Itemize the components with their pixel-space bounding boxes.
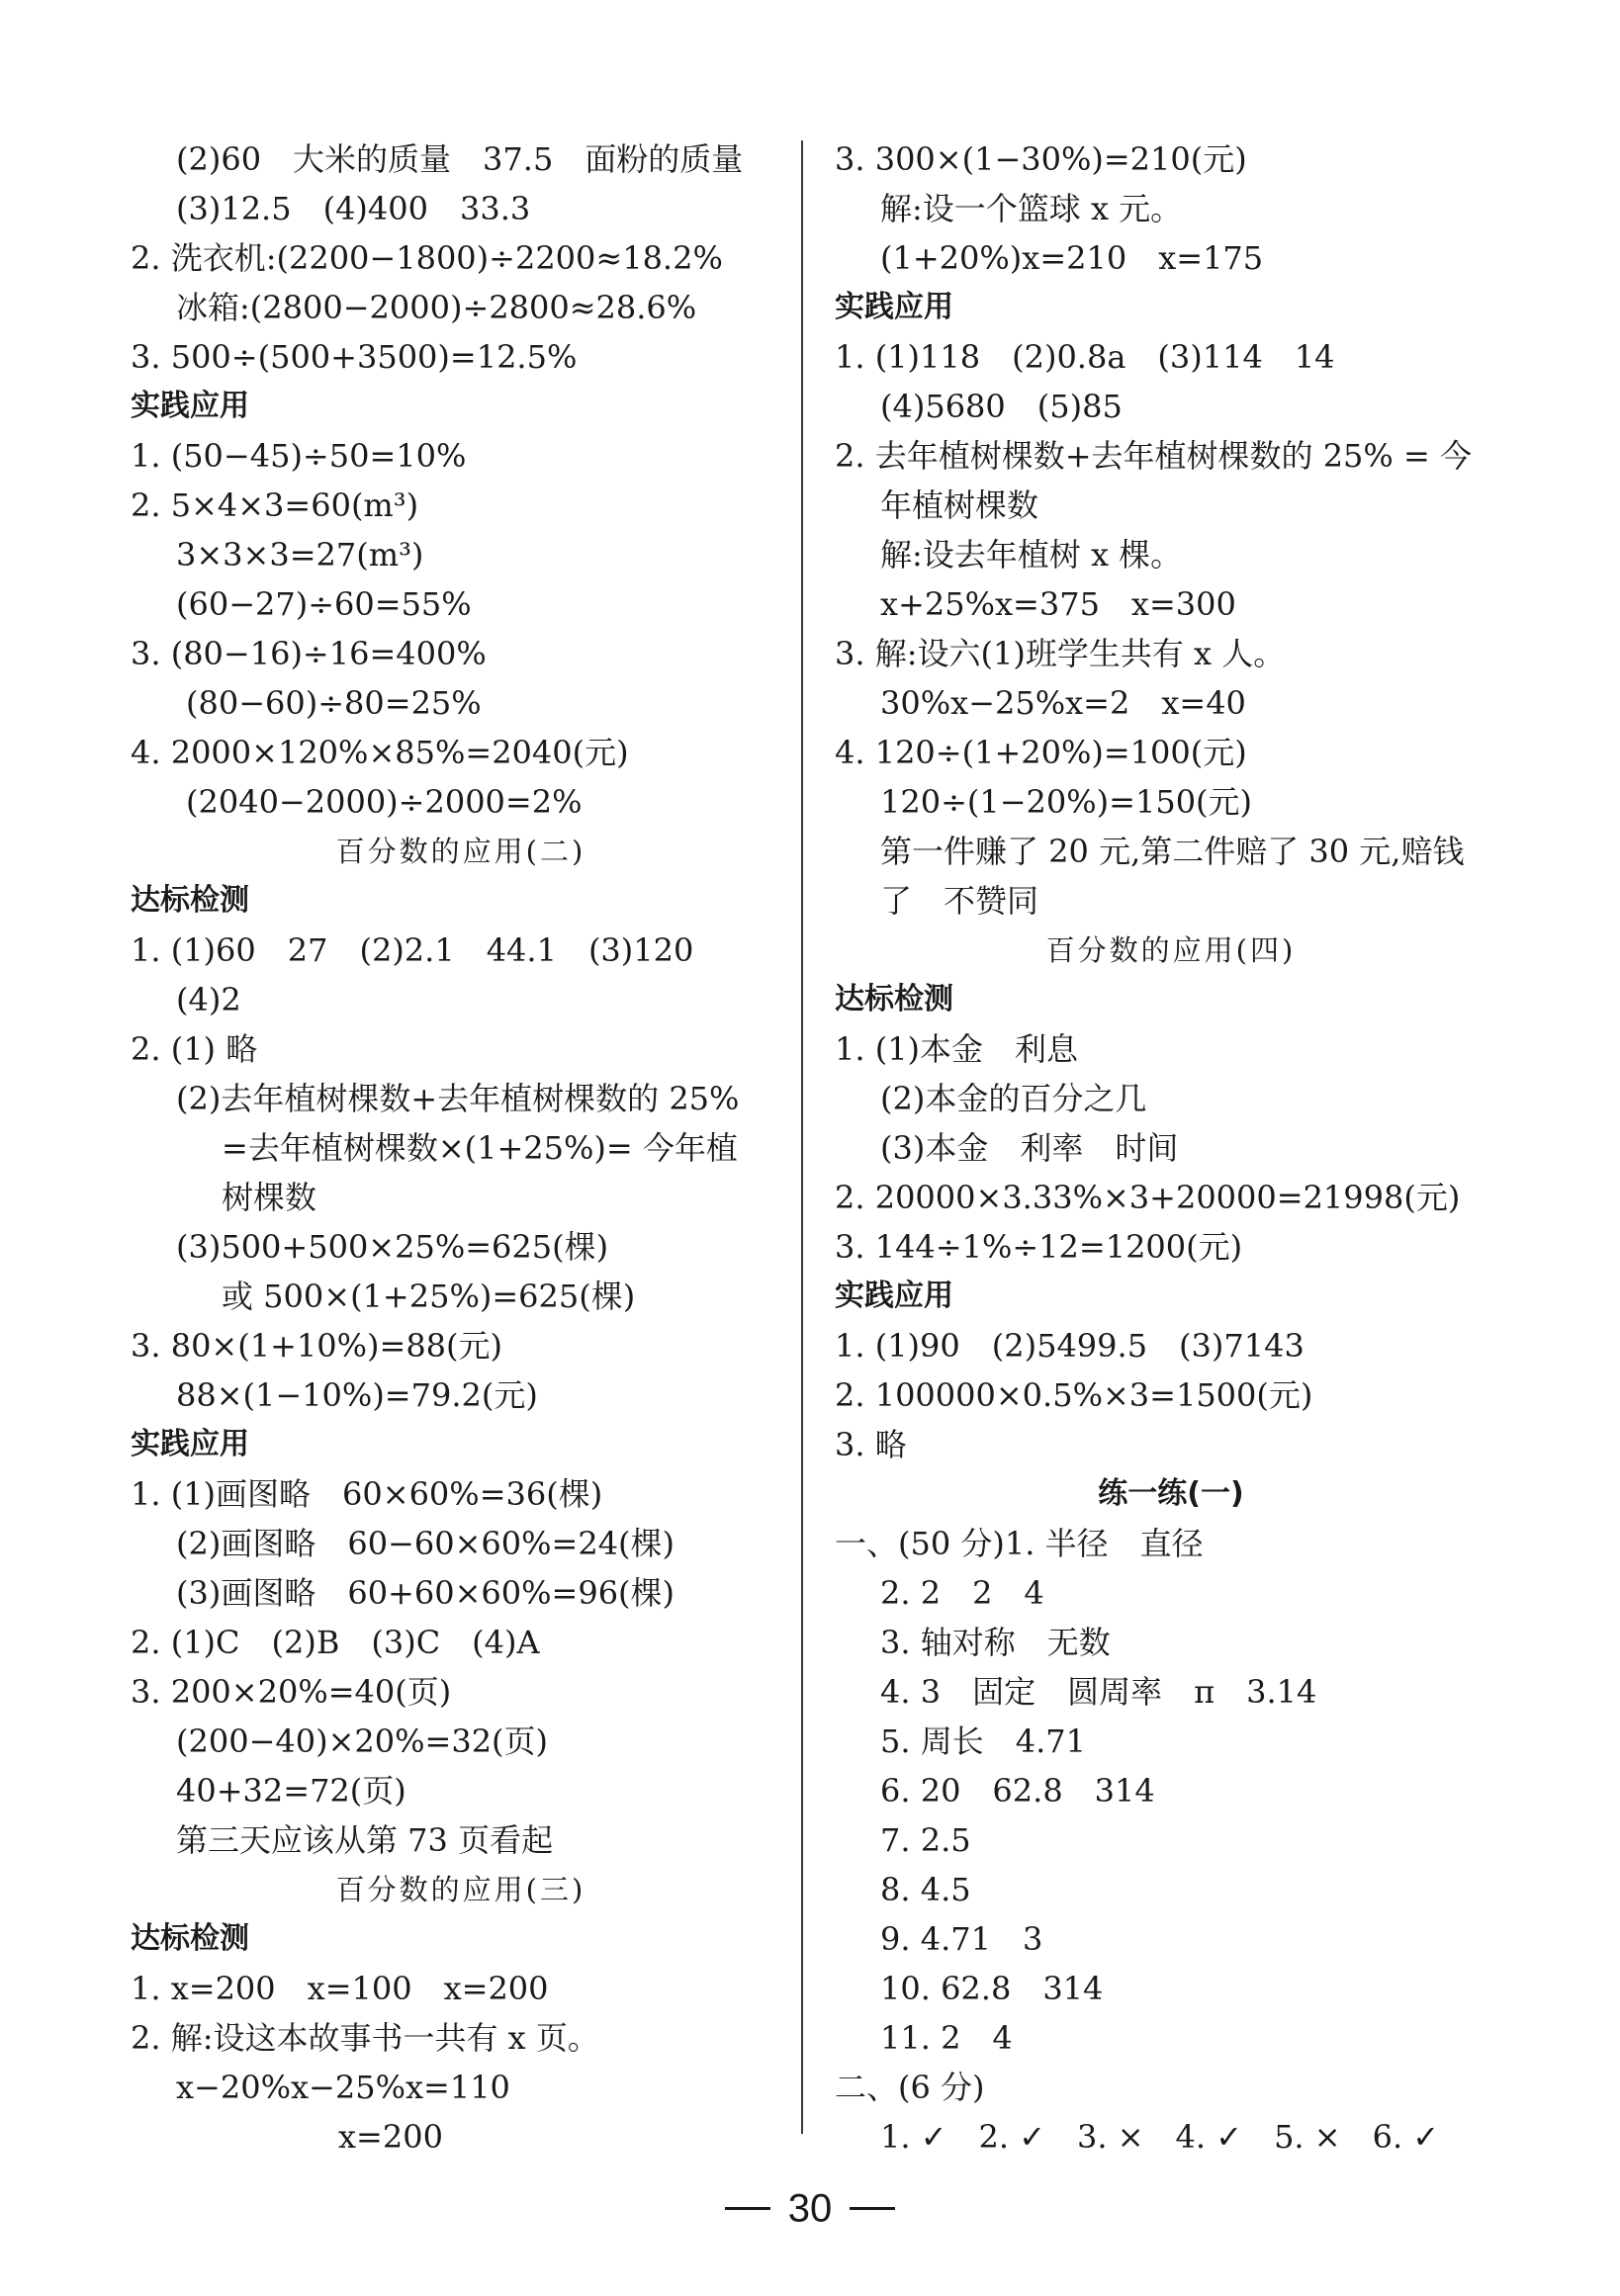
answer-line: 3. 略: [835, 1426, 907, 1463]
answer-line: 1. (1)本金 利息: [835, 1030, 1079, 1068]
answer-line: 了 不赞同: [880, 882, 1039, 920]
answer-line: (2040−2000)÷2000=2%: [186, 783, 583, 821]
answer-line: 3. (80−16)÷16=400%: [131, 635, 487, 672]
answer-line: (3)本金 利率 时间: [880, 1129, 1179, 1167]
answer-line: 1. x=200 x=100 x=200: [131, 1970, 549, 2007]
answer-line: 8. 4.5: [880, 1871, 971, 1908]
answer-line: 1. (1)画图略 60×60%=36(棵): [131, 1475, 603, 1513]
answer-line: 2. (1)C (2)B (3)C (4)A: [131, 1624, 540, 1661]
answer-line: (2)60 大米的质量 37.5 面粉的质量: [176, 140, 744, 178]
answer-line: (2)画图略 60−60×60%=24(棵): [176, 1525, 675, 1562]
answer-line: (1+20%)x=210 x=175: [880, 239, 1264, 277]
answer-line: 11. 2 4: [880, 2019, 1013, 2057]
section-title: 百分数的应用(三): [335, 1873, 586, 1906]
answer-line: 年植树棵数: [880, 486, 1039, 524]
answer-line: 1. (50−45)÷50=10%: [131, 437, 467, 475]
answer-line: x+25%x=375 x=300: [880, 585, 1236, 623]
answer-line: 88×(1−10%)=79.2(元): [176, 1376, 538, 1414]
answer-line: 3. 80×(1+10%)=88(元): [131, 1327, 503, 1365]
answer-line: 3. 300×(1−30%)=210(元): [835, 140, 1247, 178]
column-divider: [801, 140, 803, 2134]
answer-line: 3. 200×20%=40(页): [131, 1673, 452, 1711]
answer-line: 30%x−25%x=2 x=40: [880, 684, 1246, 722]
answer-line: 40+32=72(页): [176, 1772, 406, 1810]
answer-line: 第三天应该从第 73 页看起: [176, 1821, 554, 1859]
answer-line: 3. 144÷1%÷12=1200(元): [835, 1228, 1243, 1266]
answer-line: 解:设去年植树 x 棵。: [880, 536, 1183, 574]
answer-line: 1. (1)118 (2)0.8a (3)114 14: [835, 338, 1335, 376]
answer-line: =去年植树棵数×(1+25%)= 今年植: [222, 1129, 738, 1167]
answer-line: (4)2: [176, 981, 241, 1018]
section-title: 百分数的应用(四): [1045, 933, 1297, 967]
answer-line: 3. 500÷(500+3500)=12.5%: [131, 338, 578, 376]
answer-line: (2)去年植树棵数+去年植树棵数的 25%: [176, 1080, 740, 1117]
answer-line: (2)本金的百分之几: [880, 1080, 1147, 1117]
subsection-heading: 达标检测: [131, 1921, 249, 1956]
answer-line: 2. 2 2 4: [880, 1574, 1044, 1612]
answer-line: 解:设一个篮球 x 元。: [880, 190, 1183, 227]
answer-line: 树棵数: [222, 1179, 317, 1216]
answer-line: 3×3×3=27(m³): [176, 536, 424, 574]
answer-line: 5. 周长 4.71: [880, 1722, 1086, 1760]
answer-line: 6. 20 62.8 314: [880, 1772, 1155, 1810]
answer-line: 9. 4.71 3: [880, 1920, 1043, 1958]
answer-line: 2. (1) 略: [131, 1030, 258, 1068]
answer-line: 1. (1)90 (2)5499.5 (3)7143: [835, 1327, 1305, 1365]
answer-line: (200−40)×20%=32(页): [176, 1722, 549, 1760]
answer-line: 1. (1)60 27 (2)2.1 44.1 (3)120: [131, 931, 694, 969]
answer-line: (80−60)÷80=25%: [186, 684, 482, 722]
answer-line: 第一件赚了 20 元,第二件赔了 30 元,赔钱: [880, 833, 1465, 870]
answer-line: 7. 2.5: [880, 1821, 971, 1859]
answer-line: x=200: [338, 2118, 443, 2156]
answer-line: 1. ✓ 2. ✓ 3. × 4. ✓ 5. × 6. ✓: [880, 2118, 1440, 2156]
answer-line: 120÷(1−20%)=150(元): [880, 783, 1253, 821]
answer-line: 4. 2000×120%×85%=2040(元): [131, 734, 629, 771]
subsection-heading: 实践应用: [131, 389, 249, 423]
answer-line: 或 500×(1+25%)=625(棵): [222, 1278, 636, 1315]
answer-line: 一、(50 分)1. 半径 直径: [835, 1525, 1204, 1562]
left-column: [131, 134, 791, 2162]
section-title: 百分数的应用(二): [335, 835, 586, 868]
answer-line: (3)画图略 60+60×60%=96(棵): [176, 1574, 675, 1612]
subsection-heading: 达标检测: [835, 982, 953, 1016]
answer-line: 4. 120÷(1+20%)=100(元): [835, 734, 1247, 771]
answer-line: 2. 100000×0.5%×3=1500(元): [835, 1376, 1313, 1414]
subsection-heading: 实践应用: [131, 1427, 249, 1461]
answer-line: 2. 5×4×3=60(m³): [131, 486, 419, 524]
page-number-value: 30: [787, 2186, 833, 2231]
section-title: 练一练(一): [1098, 1476, 1244, 1511]
page-number-dash-right: [850, 2207, 895, 2210]
answer-line: 3. 轴对称 无数: [880, 1624, 1111, 1661]
answer-line: 二、(6 分): [835, 2069, 985, 2106]
subsection-heading: 达标检测: [131, 883, 249, 918]
answer-line: 4. 3 固定 圆周率 π 3.14: [880, 1673, 1317, 1711]
answer-line: 2. 洗衣机:(2200−1800)÷2200≈18.2%: [131, 239, 723, 277]
subsection-heading: 实践应用: [835, 290, 953, 324]
subsection-heading: 实践应用: [835, 1279, 953, 1313]
answer-line: (60−27)÷60=55%: [176, 585, 472, 623]
answer-line: (4)5680 (5)85: [880, 388, 1123, 425]
answer-line: 冰箱:(2800−2000)÷2800≈28.6%: [176, 289, 697, 326]
page-number-dash-left: [725, 2207, 770, 2210]
answer-line: x−20%x−25%x=110: [176, 2069, 510, 2106]
answer-line: (3)12.5 (4)400 33.3: [176, 190, 531, 227]
answer-line: 10. 62.8 314: [880, 1970, 1104, 2007]
answer-line: 3. 解:设六(1)班学生共有 x 人。: [835, 635, 1286, 672]
answer-line: 2. 去年植树棵数+去年植树棵数的 25% = 今: [835, 437, 1472, 475]
right-column: [835, 134, 1507, 2162]
page-number: [0, 2181, 1620, 2233]
answer-line: 2. 解:设这本故事书一共有 x 页。: [131, 2019, 599, 2057]
answer-line: (3)500+500×25%=625(棵): [176, 1228, 609, 1266]
answer-line: 2. 20000×3.33%×3+20000=21998(元): [835, 1179, 1461, 1216]
